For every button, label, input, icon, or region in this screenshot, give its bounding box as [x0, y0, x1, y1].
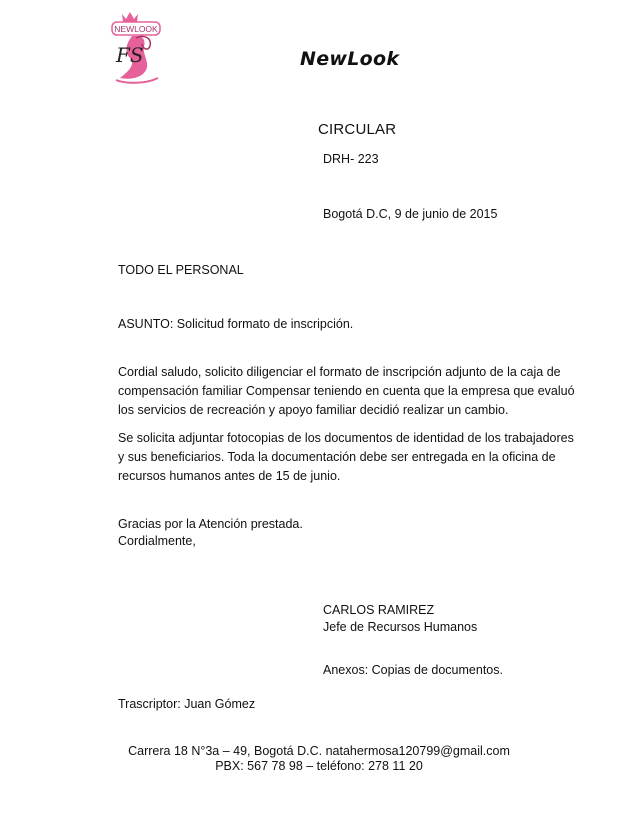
subject: ASUNTO: Solicitud formato de inscripción.	[118, 317, 354, 331]
place-date: Bogotá D.C, 9 de junio de 2015	[323, 207, 498, 221]
signer-name: CARLOS RAMIREZ	[323, 603, 435, 617]
annexes: Anexos: Copias de documentos.	[323, 663, 503, 677]
signer-title: Jefe de Recursos Humanos	[323, 620, 478, 634]
logo-wordmark: NEWLOOK	[114, 24, 158, 34]
paragraph-line: los servicios de recreación y apoyo familiar decidió realizar un cambio.	[118, 403, 509, 417]
company-logo	[86, 8, 186, 88]
company-name: NewLook	[300, 48, 400, 70]
footer-address: Carrera 18 N°3a – 49, Bogotá D.C. natahermosa120799@gmail.com	[128, 744, 510, 758]
document-code: DRH- 223	[323, 152, 379, 166]
paragraph-line: recursos humanos antes de 15 de junio.	[118, 469, 341, 483]
paragraph-line: Cordial saludo, solicito diligenciar el formato de inscripción adjunto de la caja de	[118, 365, 561, 379]
recipient: TODO EL PERSONAL	[118, 263, 244, 277]
paragraph-line: compensación familiar Compensar teniendo en cuenta que la empresa que evaluó	[118, 384, 575, 398]
body-paragraph-2	[118, 429, 574, 486]
footer-phone: PBX: 567 78 98 – teléfono: 278 11 20	[215, 759, 423, 773]
document-type: CIRCULAR	[318, 121, 397, 138]
transcriber: Trascriptor: Juan Gómez	[118, 697, 256, 711]
paragraph-line: Se solicita adjuntar fotocopias de los documentos de identidad de los trabajadores	[118, 431, 574, 445]
closing-regards: Cordialmente,	[118, 534, 196, 548]
logo-initials: FS	[116, 43, 144, 67]
paragraph-line: y sus beneficiarios. Toda la documentación debe ser entregada en la oficina de	[118, 450, 556, 464]
body-paragraph-1	[118, 363, 575, 420]
crown-icon	[122, 12, 138, 22]
closing-thanks: Gracias por la Atención prestada.	[118, 517, 303, 531]
